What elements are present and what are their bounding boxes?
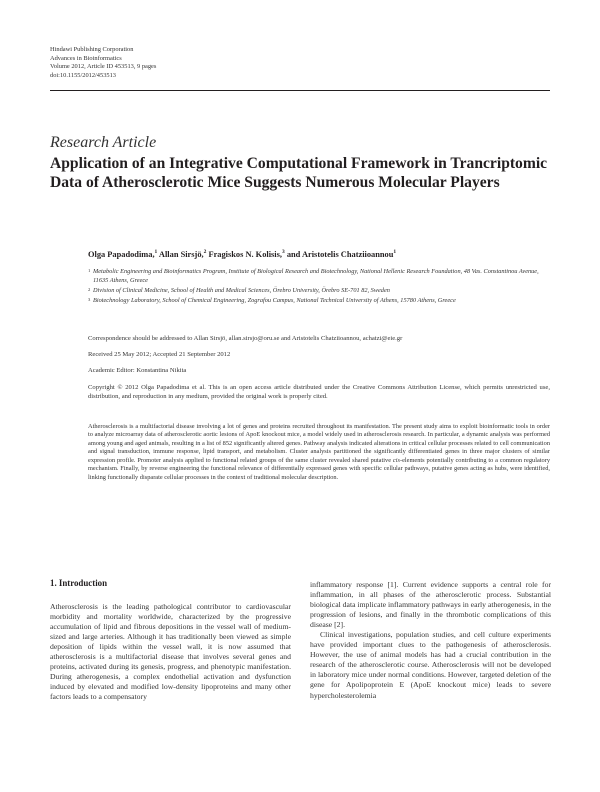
article-type: Research Article [50, 134, 157, 151]
doi: doi:10.1155/2012/453513 [50, 71, 116, 79]
affiliation-number: 2 [88, 286, 91, 292]
affiliation-number: 1 [88, 268, 91, 273]
affiliations [88, 268, 550, 307]
author-affiliation-mark: 1 [154, 249, 158, 255]
publication-info [50, 46, 156, 80]
article-title: Application of an Integrative Computational Framework in Trancriptomic Data of Atherosclerotic Mice Suggests Numerous Molecular Players [50, 155, 548, 191]
academic-editor: Academic Editor: Konstantina Nikita [88, 367, 187, 374]
author-name: Olga Papadodima, [88, 249, 155, 259]
copyright-notice: Copyright © 2012 Olga Papadodima et al. This is an open access article distributed under the Creative Commons Attribution License, which permits unrestricted use, distribution, and reproduction in any medium, provided the original work is properly cited. [88, 384, 550, 400]
body-paragraph: inflammatory response [1]. Current evidence supports a central role for inflammation, in all phases of the atherosclerotic process. Substantial biological data implicate inflammatory pathways in early atherogenesis, in the progression of lesions, and finally in the thrombotic complications of this disease [2]. [310, 580, 551, 630]
affiliation-item [88, 297, 550, 306]
author-name: and Aristotelis Chatziioannou [284, 249, 394, 259]
body-column-left [50, 602, 291, 702]
abstract-text: Atherosclerosis is a multifactorial disease involving a lot of genes and proteins recruited throughout its manifestation. The present study aims to exploit bioinformatic tools in order to analyze microarray data of atherosclerotic aortic lesions of ApoE knockout mice, a model widely used in atherosclerosis research. In particular, a dynamic analysis was performed among young and aged animals, resulting in a list of 852 significantly altered genes. Pathway analysis indicated alterations in critical cellular processes related to cell communication and signal transduction, immune response, lipid transport, and metabolism. Cluster analysis partitioned the significantly differentiated genes in three major clusters of similar expression profile. Promoter analysis applied to functional related groups of the same cluster revealed shared putative [88, 423, 550, 464]
affiliation-text: Division of Clinical Medicine, School of Health and Medical Sciences, Örebro University, Örebro SE-701 82, Sweden [93, 286, 390, 294]
header-divider [50, 90, 550, 91]
volume-info: Volume 2012, Article ID 453513, 9 pages [50, 63, 157, 71]
correspondence: Correspondence should be addressed to Allan Sirsjö, allan.sirsjo@oru.se and Aristotelis Chatziioannou, achatzi@eie.gr [88, 335, 403, 342]
abstract-italic-term: cis [392, 456, 400, 464]
publisher-name: Hindawi Publishing Corporation [50, 46, 134, 53]
author-affiliation-mark: 1 [393, 249, 397, 255]
body-column-right [310, 580, 551, 701]
abstract-text-continued: -elements potentially contributing to a common regulatory mechanism. Finally, by reverse engineering the functional relevance of differentially expressed genes with specific cellular pathways, putative genes acting as hubs, were identified, linking functionally disparate cellular processes in the context of traditional molecular description. [88, 456, 550, 481]
author-affiliation-mark: 2 [203, 249, 207, 255]
body-paragraph: Atherosclerosis is the leading pathological contributor to cardiovascular morbidity and mortality worldwide, characterized by the progressive accumulation of lipid and fibrous depositions in the vessel wall of medium-sized and large arteries. Although it has traditionally been viewed as simple deposition of lipids within the vessel wall, it is now assumed that atherosclerosis is a multifactorial disease that involves several genes and proteins, activated during its genesis, progress, and phenotypic manifestation. During atherogenesis, a complex endothelial activation and dysfunction induced by elevated and modified low-density lipoproteins and many other factors leads to a compensatory [50, 602, 291, 702]
affiliation-text: Metabolic Engineering and Bioinformatics Program, Institute of Biological Research and Biotechnology, National Hellenic Research Foundation, 48 Vas. Constantinou Avenue, 11635 Athens, Greece [93, 268, 539, 284]
author-name: Allan Sirsjö, [157, 249, 204, 259]
section-heading: 1. Introduction [50, 578, 108, 588]
affiliation-text: Biotechnology Laboratory, School of Chemical Engineering, Zografou Campus, National Technical University of Athens, 15780 Athens, Greece [93, 296, 456, 304]
received-date: Received 25 May 2012; Accepted 21 September 2012 [88, 351, 231, 358]
affiliation-item [88, 287, 550, 296]
author-list [88, 249, 396, 259]
affiliation-number: 3 [88, 296, 91, 302]
affiliation-item [88, 268, 550, 285]
abstract [88, 423, 550, 482]
author-affiliation-mark: 3 [281, 249, 285, 255]
body-paragraph: Clinical investigations, population studies, and cell culture experiments have provided important clues to the pathogenesis of atherosclerosis. However, the use of animal models has had a crucial contribution in the research of the atherosclerotic course. Atherosclerosis will not be developed in laboratory mice under normal conditions. However, targeted deletion of the gene for Apolipoprotein E (ApoE knockout mice) leads to severe hypercholesterolemia [310, 630, 551, 700]
author-name: Fragiskos N. Kolisis, [206, 249, 282, 259]
journal-name: Advances in Bioinformatics [50, 54, 122, 62]
